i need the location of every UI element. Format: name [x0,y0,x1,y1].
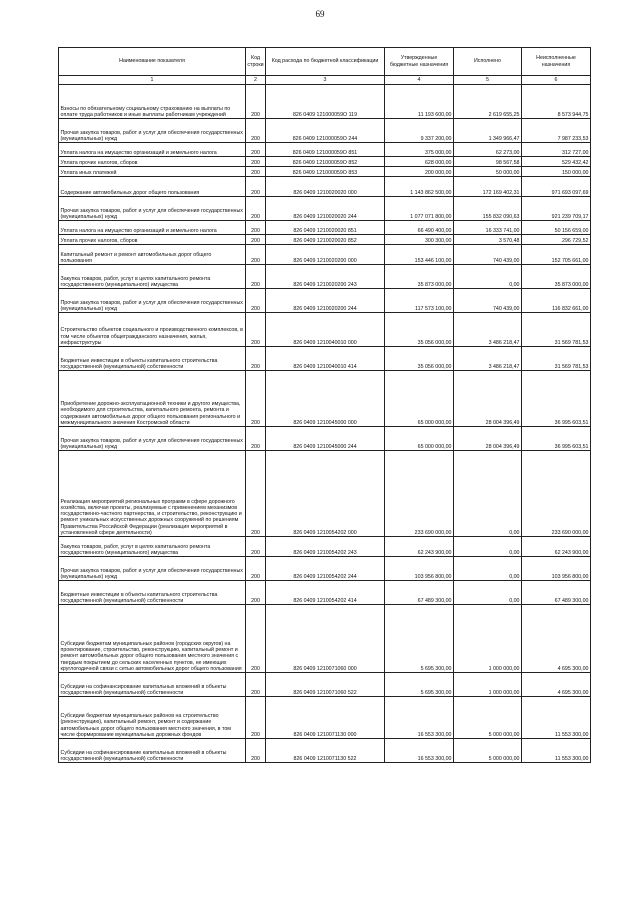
table-header-row [59,48,591,76]
table-row [59,697,591,739]
row-line-code: 200 [246,177,266,197]
row-expense-code: 826 0409 1210054202 414 [266,581,385,605]
row-line-code: 200 [246,157,266,167]
row-executed: 0,00 [454,581,522,605]
row-executed: 5 000 000,00 [454,697,522,739]
row-executed: 1 000 000,00 [454,673,522,697]
row-approved: 233 690 000,00 [385,451,454,537]
row-unexecuted: 7 987 233,53 [522,119,591,143]
table-row [59,85,591,119]
row-expense-code: 826 0409 1210020020 852 [266,235,385,245]
header-indicator-name: Наименование показателя [59,48,246,76]
row-name: Закупка товаров, работ, услуг в целях капитального ремонта государственного (муниципального) имущества [59,265,246,289]
table-row [59,245,591,265]
row-executed: 0,00 [454,451,522,537]
row-unexecuted: 50 156 659,00 [522,221,591,235]
table-row [59,143,591,157]
row-name: Прочая закупка товаров, работ и услуг для обеспечения государственных (муниципальных) нужд [59,119,246,143]
row-name: Бюджетные инвестиции в объекты капитального строительства государственной (муниципальной) собственности [59,347,246,371]
row-name: Субсидии бюджетам муниципальных районов (городских округов) на проектирование, строительство, реконструкцию, капитальный ремонт и ремонт автомобильных дорог общего пользования местного значения с твердым покрытием до сельских населенных пунктов, не имеющих круглогодичной связи с сетью автомобильных дорог общего пользования [59,605,246,673]
page-number: 69 [315,9,325,19]
row-unexecuted: 62 243 900,00 [522,537,591,557]
row-name: Бюджетные инвестиции в объекты капитального строительства государственной (муниципальной) собственности [59,581,246,605]
row-line-code: 200 [246,119,266,143]
row-line-code: 200 [246,427,266,451]
row-line-code: 200 [246,265,266,289]
row-expense-code: 826 0409 1210071060 522 [266,673,385,697]
row-name: Взносы по обязательному социальному страхованию на выплаты по оплате труда работников и иные выплаты работникам учреждений [59,85,246,119]
row-expense-code: 826 0409 1210020200 000 [266,245,385,265]
row-line-code: 200 [246,197,266,221]
row-line-code: 200 [246,289,266,313]
row-expense-code: 826 0409 1210020020 000 [266,177,385,197]
row-executed: 0,00 [454,557,522,581]
row-line-code: 200 [246,347,266,371]
row-approved: 16 553 300,00 [385,697,454,739]
row-executed: 0,00 [454,537,522,557]
row-expense-code: 826 0409 1210020020 244 [266,197,385,221]
row-line-code: 200 [246,371,266,427]
row-unexecuted: 31 569 781,53 [522,347,591,371]
row-executed: 62 273,00 [454,143,522,157]
row-line-code: 200 [246,245,266,265]
row-approved: 153 446 100,00 [385,245,454,265]
column-number: 6 [522,76,591,85]
row-line-code: 200 [246,313,266,347]
row-expense-code: 826 0409 121000059О 853 [266,167,385,177]
row-name: Строительство объектов социального и производственного комплексов, в том числе объектов общегражданского назначения, жилья, инфраструктуры [59,313,246,347]
row-executed: 740 439,00 [454,289,522,313]
row-approved: 67 489 300,00 [385,581,454,605]
row-executed: 1 349 966,47 [454,119,522,143]
row-line-code: 200 [246,739,266,763]
row-expense-code: 826 0409 121000059О 119 [266,85,385,119]
row-expense-code: 826 0409 1210040010 414 [266,347,385,371]
row-name: Уплата прочих налогов, сборов [59,157,246,167]
row-name: Субсидии бюджетам муниципальных районов на строительство (реконструкцию), капитальный ремонт, ремонт и содержание автомобильных дорог общего пользования местного значения, в том числе формирование муниципальных дорожных фондов [59,697,246,739]
row-executed: 740 439,00 [454,245,522,265]
row-unexecuted: 116 832 661,00 [522,289,591,313]
row-unexecuted: 921 239 709,17 [522,197,591,221]
row-expense-code: 826 0409 1210020200 244 [266,289,385,313]
row-expense-code: 826 0409 1210071130 000 [266,697,385,739]
row-executed: 1 000 000,00 [454,605,522,673]
row-unexecuted: 971 693 097,69 [522,177,591,197]
row-unexecuted: 67 489 300,00 [522,581,591,605]
table-row [59,371,591,427]
row-name: Прочая закупка товаров, работ и услуг для обеспечения государственных (муниципальных) нужд [59,427,246,451]
row-unexecuted: 11 553 300,00 [522,739,591,763]
row-name: Уплата налога на имущество организаций и земельного налога [59,221,246,235]
row-approved: 375 000,00 [385,143,454,157]
row-approved: 65 000 000,00 [385,371,454,427]
row-unexecuted: 4 695 300,00 [522,605,591,673]
table-row [59,313,591,347]
column-number-row [59,76,591,85]
table-row [59,557,591,581]
row-name: Приобретение дорожно-эксплуатационной техники и другого имущества, необходимого для строительства, капитального ремонта, ремонта и содержания автомобильных дорог общего пользования регионального и межмуниципального значения Костромской области [59,371,246,427]
row-executed: 172 169 402,31 [454,177,522,197]
column-number: 2 [246,76,266,85]
header-approved: Утвержденные бюджетные назначения [385,48,454,76]
row-executed: 155 832 090,63 [454,197,522,221]
row-name: Прочая закупка товаров, работ и услуг для обеспечения государственных (муниципальных) нужд [59,557,246,581]
row-line-code: 200 [246,85,266,119]
table-row [59,265,591,289]
row-executed: 0,00 [454,265,522,289]
row-unexecuted: 150 000,00 [522,167,591,177]
row-approved: 16 553 300,00 [385,739,454,763]
row-unexecuted: 152 705 661,00 [522,245,591,265]
row-approved: 200 000,00 [385,167,454,177]
table-row [59,289,591,313]
table-row [59,673,591,697]
row-line-code: 200 [246,221,266,235]
row-unexecuted: 8 573 944,75 [522,85,591,119]
row-expense-code: 826 0409 1210045000 000 [266,371,385,427]
row-unexecuted: 35 873 000,00 [522,265,591,289]
row-name: Капитальный ремонт и ремонт автомобильных дорог общего пользования [59,245,246,265]
row-approved: 35 873 000,00 [385,265,454,289]
row-expense-code: 826 0409 121000059О 851 [266,143,385,157]
column-number: 4 [385,76,454,85]
row-executed: 16 333 741,00 [454,221,522,235]
row-approved: 1 143 862 500,00 [385,177,454,197]
row-unexecuted: 103 956 800,00 [522,557,591,581]
row-approved: 117 573 100,00 [385,289,454,313]
header-expense-code: Код расхода по бюджетной классификации [266,48,385,76]
row-unexecuted: 233 690 000,00 [522,451,591,537]
row-approved: 1 077 071 800,00 [385,197,454,221]
row-unexecuted: 36 995 603,51 [522,371,591,427]
table-row [59,235,591,245]
table-row [59,581,591,605]
row-expense-code: 826 0409 1210054202 244 [266,557,385,581]
row-expense-code: 826 0409 1210040010 000 [266,313,385,347]
row-expense-code: 826 0409 1210020200 243 [266,265,385,289]
row-line-code: 200 [246,605,266,673]
row-line-code: 200 [246,557,266,581]
row-expense-code: 826 0409 121000059О 852 [266,157,385,167]
row-approved: 103 956 800,00 [385,557,454,581]
table-row [59,167,591,177]
row-unexecuted: 312 727,00 [522,143,591,157]
row-line-code: 200 [246,235,266,245]
row-executed: 50 000,00 [454,167,522,177]
row-unexecuted: 11 553 300,00 [522,697,591,739]
column-number: 5 [454,76,522,85]
table-row [59,605,591,673]
header-unexecuted: Неисполненные назначения [522,48,591,76]
table-row [59,119,591,143]
table-row [59,427,591,451]
row-expense-code: 826 0409 1210054202 000 [266,451,385,537]
row-line-code: 200 [246,167,266,177]
row-executed: 3 486 218,47 [454,313,522,347]
row-expense-code: 826 0409 1210071130 522 [266,739,385,763]
row-expense-code: 826 0409 1210071060 000 [266,605,385,673]
row-line-code: 200 [246,537,266,557]
row-approved: 5 695 300,00 [385,605,454,673]
row-unexecuted: 31 569 781,53 [522,313,591,347]
row-unexecuted: 36 995 603,51 [522,427,591,451]
row-approved: 62 243 900,00 [385,537,454,557]
row-approved: 65 000 000,00 [385,427,454,451]
header-executed: Исполнено [454,48,522,76]
row-approved: 35 056 000,00 [385,313,454,347]
row-expense-code: 826 0409 1210054202 243 [266,537,385,557]
row-executed: 2 619 655,25 [454,85,522,119]
column-number: 3 [266,76,385,85]
row-approved: 35 056 000,00 [385,347,454,371]
row-name: Уплата иных платежей [59,167,246,177]
table-row [59,347,591,371]
row-line-code: 200 [246,451,266,537]
row-line-code: 200 [246,697,266,739]
row-executed: 3 570,48 [454,235,522,245]
row-executed: 3 486 218,47 [454,347,522,371]
row-executed: 5 000 000,00 [454,739,522,763]
table-row [59,197,591,221]
row-name: Уплата налога на имущество организаций и земельного налога [59,143,246,157]
row-approved: 5 695 300,00 [385,673,454,697]
row-name: Прочая закупка товаров, работ и услуг для обеспечения государственных (муниципальных) нужд [59,197,246,221]
row-executed: 98 567,58 [454,157,522,167]
row-expense-code: 826 0409 1210020020 851 [266,221,385,235]
row-expense-code: 826 0409 121000059О 244 [266,119,385,143]
row-name: Реализация мероприятий региональных программ в сфере дорожного хозяйства, включая проекты, реализуемые с применением механизмов государственно-частного партнерства, и строительство, реконструкцию и ремонт уникальных искусственных дорожных сооружений по решениям Правительства Российской Федерации (реализация мероприятий в установленной сфере деятельности) [59,451,246,537]
row-executed: 28 004 396,49 [454,371,522,427]
row-approved: 66 490 400,00 [385,221,454,235]
row-name: Прочая закупка товаров, работ и услуг для обеспечения государственных (муниципальных) нужд [59,289,246,313]
row-unexecuted: 296 729,52 [522,235,591,245]
row-line-code: 200 [246,143,266,157]
row-line-code: 200 [246,673,266,697]
table-row [59,221,591,235]
row-name: Содержание автомобильных дорог общего пользования [59,177,246,197]
row-executed: 28 004 396,49 [454,427,522,451]
row-approved: 300 300,00 [385,235,454,245]
table-row [59,537,591,557]
header-line-code: Код строки [246,48,266,76]
table-row [59,157,591,167]
table-row [59,451,591,537]
budget-execution-table [58,47,591,763]
column-number: 1 [59,76,246,85]
row-unexecuted: 529 432,42 [522,157,591,167]
table-row [59,177,591,197]
row-approved: 628 000,00 [385,157,454,167]
row-approved: 9 337 200,00 [385,119,454,143]
row-approved: 11 193 600,00 [385,85,454,119]
row-name: Закупка товаров, работ, услуг в целях капитального ремонта государственного (муниципального) имущества [59,537,246,557]
row-line-code: 200 [246,581,266,605]
row-expense-code: 826 0409 1210045000 244 [266,427,385,451]
table-row [59,739,591,763]
row-name: Субсидии на софинансирование капитальных вложений в объекты государственной (муниципальной) собственности [59,673,246,697]
row-unexecuted: 4 695 300,00 [522,673,591,697]
row-name: Уплата прочих налогов, сборов [59,235,246,245]
row-name: Субсидии на софинансирование капитальных вложений в объекты государственной (муниципальной) собственности [59,739,246,763]
